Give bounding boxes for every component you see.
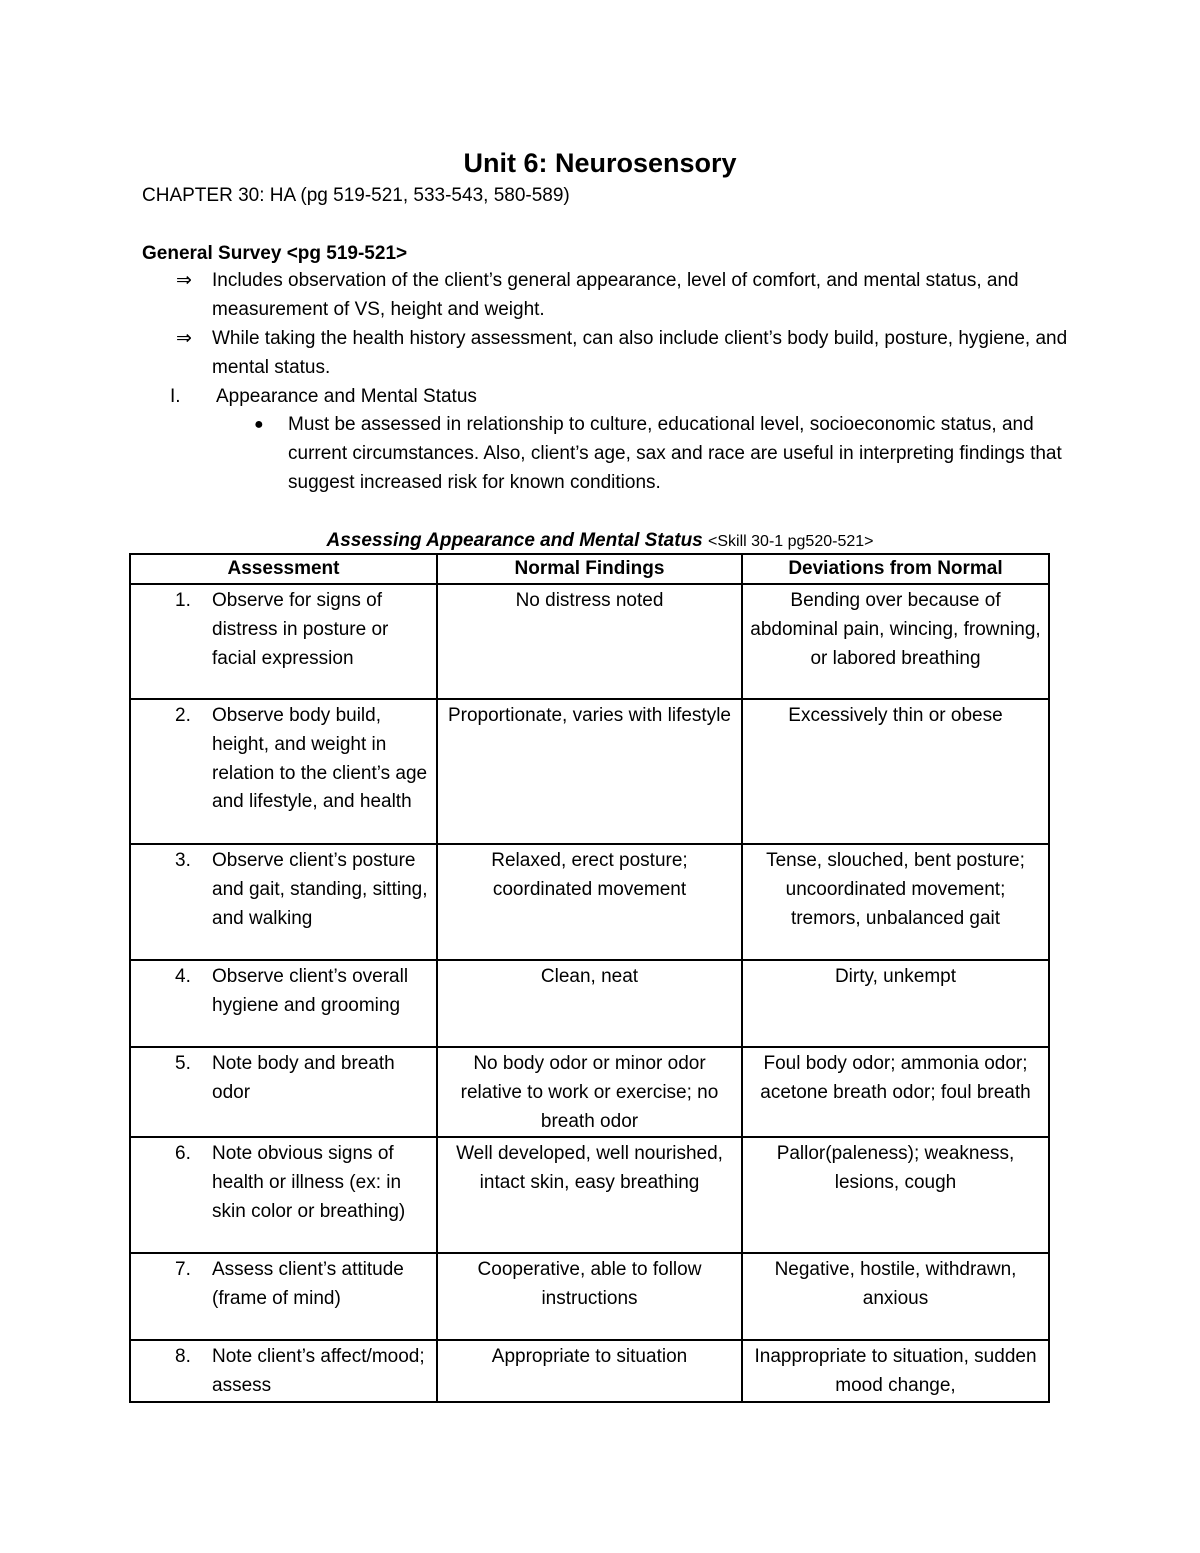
section-appearance-mental-status [170, 382, 477, 411]
deviations-cell: Pallor(paleness); weakness, lesions, cough [742, 1137, 1049, 1253]
assessment-text: Observe for signs of distress in posture or facial expression [212, 590, 389, 669]
row-number: 1. [175, 590, 191, 611]
assessment-text: Assess client’s attitude (frame of mind) [212, 1259, 404, 1310]
assessment-cell [130, 960, 437, 1047]
table-row [130, 960, 1049, 1047]
row-number: 2. [175, 705, 191, 726]
table-caption-title: Assessing Appearance and Mental Status [326, 530, 703, 551]
normal-findings-cell: Relaxed, erect posture; coordinated movement [437, 844, 742, 960]
deviations-cell: Negative, hostile, withdrawn, anxious [742, 1253, 1049, 1340]
table-header-row [130, 554, 1049, 584]
column-header-deviations: Deviations from Normal [742, 554, 1049, 584]
assessment-cell [130, 1253, 437, 1340]
deviations-cell: Bending over because of abdominal pain, wincing, frowning, or labored breathing [742, 584, 1049, 699]
assessment-text: Observe body build, height, and weight in relation to the client’s age and lifestyle, and health [212, 705, 428, 813]
table-row [130, 1253, 1049, 1340]
deviations-cell: Tense, slouched, bent posture; uncoordinated movement; tremors, unbalanced gait [742, 844, 1049, 960]
table-row [130, 844, 1049, 960]
table-row [130, 699, 1049, 844]
assessment-cell [130, 844, 437, 960]
row-number: 6. [175, 1143, 191, 1165]
assessment-cell [130, 699, 437, 844]
assessment-cell [130, 1047, 437, 1137]
assessment-table [129, 553, 1050, 1403]
table-row [130, 1340, 1049, 1402]
general-survey-heading: General Survey <pg 519-521> [142, 243, 408, 264]
survey-point [176, 324, 1076, 382]
column-header-normal: Normal Findings [437, 554, 742, 584]
row-number: 7. [175, 1259, 191, 1281]
bullet-icon: ● [254, 416, 264, 433]
arrow-icon: ⇒ [176, 270, 192, 291]
assessment-text: Observe client’s posture and gait, standing, sitting, and walking [212, 850, 428, 929]
normal-findings-cell: Appropriate to situation [437, 1340, 742, 1402]
arrow-icon: ⇒ [176, 328, 192, 349]
deviations-cell: Dirty, unkempt [742, 960, 1049, 1047]
normal-findings-cell: Well developed, well nourished, intact skin, easy breathing [437, 1137, 742, 1253]
deviations-cell: Excessively thin or obese [742, 699, 1049, 844]
survey-point-text: While taking the health history assessment, can also include client’s body build, posture, hygiene, and mental status. [212, 328, 1068, 378]
table-caption-skill: <Skill 30-1 pg520-521> [708, 533, 874, 550]
table-caption [0, 527, 1200, 556]
row-number: 5. [175, 1053, 191, 1074]
assessment-text: Note body and breath odor [212, 1053, 395, 1103]
bullet-item [254, 410, 1074, 497]
table-row [130, 1137, 1049, 1253]
chapter-reference: CHAPTER 30: HA (pg 519-521, 533-543, 580-589) [142, 185, 570, 206]
row-number: 8. [175, 1346, 191, 1368]
bullet-text: Must be assessed in relationship to culture, educational level, socioeconomic status, and current circumstances. Also, client’s age, sax and race are useful in interpreting findings that suggest increased risk for known conditions. [288, 414, 1062, 493]
roman-numeral: I. [170, 386, 181, 407]
survey-point-text: Includes observation of the client’s general appearance, level of comfort, and mental status, and measurement of VS, height and weight. [212, 270, 1019, 320]
row-number: 3. [175, 850, 191, 871]
survey-point [176, 266, 1076, 324]
normal-findings-cell: Clean, neat [437, 960, 742, 1047]
deviations-cell: Inappropriate to situation, sudden mood change, [742, 1340, 1049, 1402]
normal-findings-cell: Proportionate, varies with lifestyle [437, 699, 742, 844]
assessment-cell [130, 584, 437, 699]
row-number: 4. [175, 966, 191, 987]
column-header-assessment: Assessment [130, 554, 437, 584]
table-row [130, 1047, 1049, 1137]
normal-findings-cell: No distress noted [437, 584, 742, 699]
assessment-text: Note client’s affect/mood; assess [212, 1346, 425, 1397]
page-title: Unit 6: Neurosensory [463, 148, 737, 178]
table-row [130, 584, 1049, 699]
assessment-text: Observe client’s overall hygiene and grooming [212, 966, 409, 1016]
assessment-text: Note obvious signs of health or illness (ex: in skin color or breathing) [212, 1143, 406, 1222]
normal-findings-cell: No body odor or minor odor relative to work or exercise; no breath odor [437, 1047, 742, 1137]
deviations-cell: Foul body odor; ammonia odor; acetone breath odor; foul breath [742, 1047, 1049, 1137]
normal-findings-cell: Cooperative, able to follow instructions [437, 1253, 742, 1340]
assessment-cell [130, 1137, 437, 1253]
assessment-cell [130, 1340, 437, 1402]
section-label: Appearance and Mental Status [216, 386, 477, 407]
